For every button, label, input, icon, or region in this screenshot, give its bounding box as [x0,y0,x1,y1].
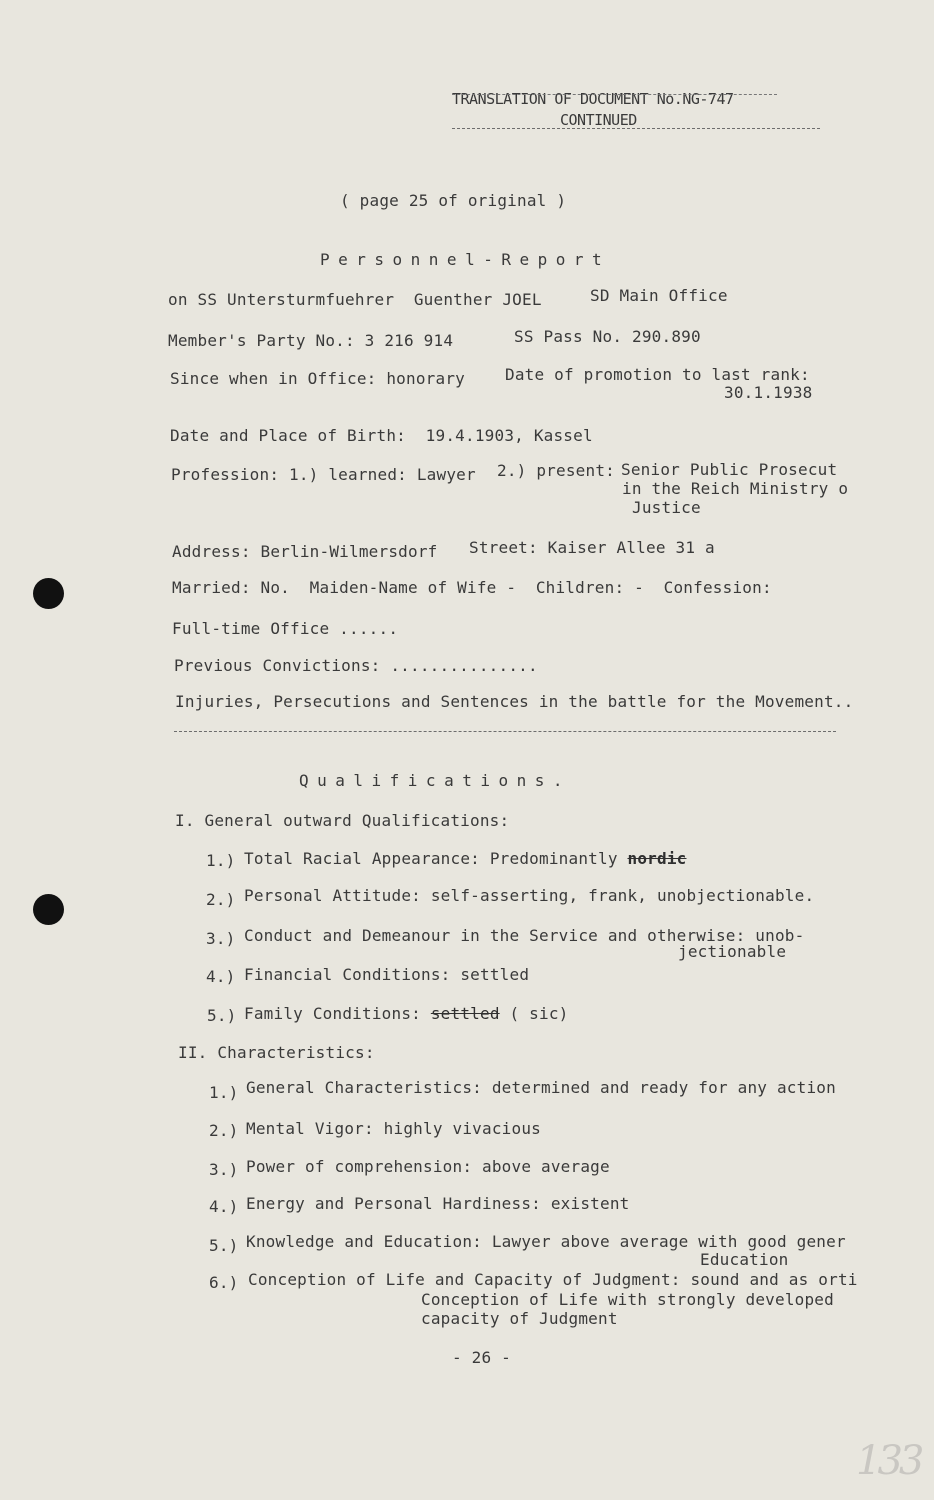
marital-status: Married: No. Maiden-Name of Wife - Children: - Confession: [172,578,772,597]
binder-hole-bottom [33,894,64,925]
address: Address: Berlin-Wilmersdorf [172,542,438,561]
char-item-num: 5.) [209,1236,239,1255]
profession-present-label: 2.) present: [497,461,615,480]
char-item-num: 4.) [209,1197,239,1216]
header-underline-2 [452,128,820,129]
birth-date-place: Date and Place of Birth: 19.4.1903, Kassel [170,426,593,445]
header-underline-1 [452,94,777,95]
char-item-num: 6.) [209,1273,239,1292]
profession-present-line-1: Senior Public Prosecut [621,460,838,479]
qual-item-num: 3.) [206,929,236,948]
qual-item-attitude: Personal Attitude: self-asserting, frank, unobjectionable. [244,886,815,905]
char-item-energy: Energy and Personal Hardiness: existent [246,1194,630,1213]
char-item-knowledge: Knowledge and Education: Lawyer above average with good gener [246,1232,846,1251]
binder-hole-top [33,578,64,609]
ss-pass-number: SS Pass No. 290.890 [514,327,701,346]
translation-header: TRANSLATION OF DOCUMENT No.NG-747 [452,90,734,108]
qual-item-conduct-cont: jectionable [678,942,787,961]
overtyped-word: nordic [627,849,687,868]
qual-item-num: 2.) [206,890,236,909]
profession-present-line-3: Justice [632,498,701,517]
char-item-comprehension: Power of comprehension: above average [246,1157,610,1176]
qual-item-family [244,1004,569,1023]
char-item-conception-cont: Conception of Life with strongly developed [421,1290,834,1309]
page-number: - 26 - [452,1348,511,1367]
section-characteristics: II. Characteristics: [178,1043,375,1062]
section-divider [174,731,836,732]
qual-item-text: Family Conditions: [244,1004,431,1023]
since-office: Since when in Office: honorary [170,369,465,388]
injuries-persecutions: Injuries, Persecutions and Sentences in the battle for the Movement.. [175,692,854,711]
profession-learned: Profession: 1.) learned: Lawyer [171,465,476,484]
qual-item-num: 1.) [206,851,236,870]
qual-item-text: ( sic) [499,1004,569,1023]
char-item-conception: Conception of Life and Capacity of Judgment: sound and as orti [248,1270,858,1289]
profession-present-line-2: in the Reich Ministry o [622,479,849,498]
street: Street: Kaiser Allee 31 a [469,538,715,557]
qualifications-heading: Qualifications. [299,771,571,790]
qual-item-financial: Financial Conditions: settled [244,965,530,984]
qual-item-conduct: Conduct and Demeanour in the Service and otherwise: unob- [244,926,805,945]
party-number: Member's Party No.: 3 216 914 [168,331,454,350]
struck-word: settled [430,1004,500,1023]
char-item-num: 2.) [209,1121,239,1140]
char-item-knowledge-cont: Education [700,1250,789,1269]
main-office: SD Main Office [590,286,728,305]
promotion-date: 30.1.1938 [724,383,813,402]
report-title: Personnel-Report [320,250,611,269]
qual-item-num: 4.) [206,967,236,986]
ss-rank-name: on SS Untersturmfuehrer Guenther JOEL [168,290,542,309]
char-item-num: 1.) [209,1083,239,1102]
char-item-num: 3.) [209,1160,239,1179]
char-item-mental: Mental Vigor: highly vivacious [246,1119,541,1138]
handwritten-page-number: 133 [856,1438,921,1484]
promotion-label: Date of promotion to last rank: [505,365,810,384]
char-item-conception-cont-2: capacity of Judgment [421,1309,618,1328]
section-general-qualifications: I. General outward Qualifications: [175,811,510,830]
qual-item-racial [244,849,686,868]
qual-item-text: Total Racial Appearance: Predominantly [244,849,628,868]
qual-item-num: 5.) [207,1006,237,1025]
previous-convictions: Previous Convictions: ............... [174,656,538,675]
original-page-ref: ( page 25 of original ) [340,191,567,210]
fulltime-office: Full-time Office ...... [172,619,399,638]
continued-label: CONTINUED [560,111,637,129]
char-item-general: General Characteristics: determined and ready for any action [246,1078,836,1097]
